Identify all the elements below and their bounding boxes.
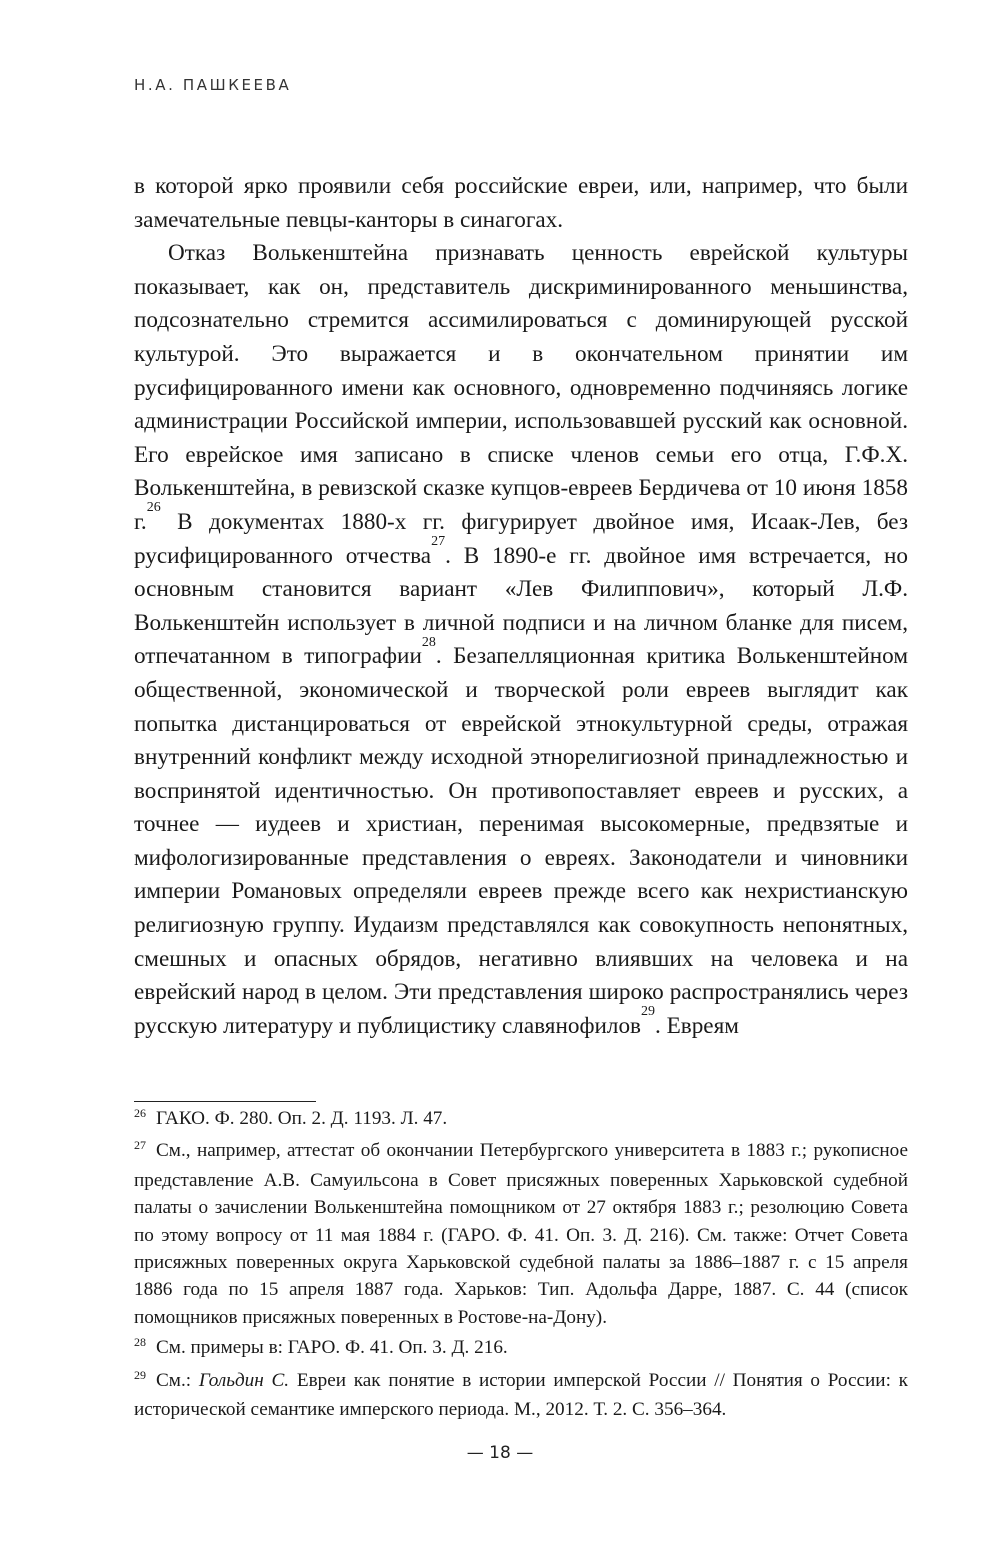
footnote-text: См. примеры в: ГАРО. Ф. 41. Оп. 3. Д. 216. (156, 1337, 508, 1359)
footnote-ref-26[interactable]: 26 (146, 500, 161, 516)
footnote-ref-28[interactable]: 28 (421, 634, 436, 650)
footnote-number: 29 (134, 1367, 146, 1382)
page-number: — 18 — (466, 1443, 534, 1463)
paragraph (134, 237, 908, 1043)
footnote-number: 26 (134, 1106, 146, 1120)
text-segment: . В 1890-е гг. двойное имя встречается, но основным становится вариант «Лев Филиппович», который Л.Ф. Волькенштейн использует в личной подписи и на личном бланке для писем, отпечатанном в типографии (134, 542, 908, 670)
running-head: Н.А. ПАШКЕЕВА (134, 76, 292, 94)
text-segment: В документах 1880-х гг. фигурирует двойное имя, Исаак-Лев, без русифицированного отчества (134, 508, 908, 569)
footnote-divider (134, 1101, 316, 1102)
text-segment: Отказ Волькенштейна признавать ценность еврейской культуры показывает, как он, представитель дискриминированного меньшинства, подсознательно стремится ассимилироваться с доминирующей русской культурой. Это выражается и в окончательном принятии им русифицированного имени как основного, одновременно подчиняясь логике администрации Российской империи, использовавшей русский как основной. Его еврейское имя записано в списке членов семьи его отца, Г.Ф.Х. Волькенштейна, в ревизской сказке купцов-евреев Бердичева от 10 июня 1858 г. (134, 240, 908, 535)
footnote-26 (134, 1105, 908, 1134)
text-segment: в которой ярко проявили себя российские евреи, или, например, что были замечательные певцы-канторы в синагогах. (134, 173, 908, 233)
author-name: Гольдин С. (198, 1369, 290, 1391)
footnotes (134, 1105, 908, 1426)
footnote-text: См.: (156, 1369, 199, 1391)
footnote-28 (134, 1334, 908, 1363)
footnote-text: См., например, аттестат об окончании Петербургского университета в 1883 г.; рукописное представление А.В. Самуильсона в Совет присяжных поверенных Харьковской судебной палаты о зачислении Волькенштейна помощником от 27 октября 1883 г.; резолюцию Совета по этому вопросу от 11 мая 1884 г. (ГАРО. Ф. 41. Оп. 3. Д. 216). См. также: Отчет Совета присяжных поверенных округа Харьковской судебной палаты за 1886–1887 г. с 15 апреля 1886 года по 15 апреля 1887 года. Харьков: Тип. Адольфа Дарре, 1887. С. 44 (список помощников присяжных поверенных в Ростове-на-Дону). (134, 1140, 908, 1328)
footnote-text: Евреи как понятие в истории имперской России // Понятия о России: к исторической семантике имперского периода. М., 2012. Т. 2. С. 356–364. (134, 1369, 908, 1421)
main-text (134, 170, 908, 1043)
footnote-ref-29[interactable]: 29 (641, 1004, 655, 1020)
footnote-29 (134, 1367, 908, 1424)
footnote-ref-27[interactable]: 27 (431, 533, 446, 549)
text-segment: . Евреям (655, 1012, 739, 1039)
footnote-number: 28 (134, 1335, 146, 1350)
footnote-number: 27 (134, 1138, 146, 1153)
footnote-27 (134, 1137, 908, 1331)
footnote-text: ГАКО. Ф. 280. Оп. 2. Д. 1193. Л. 47. (156, 1108, 448, 1129)
paragraph (134, 170, 908, 237)
text-segment: . Безапелляционная критика Волькенштейном общественной, экономической и творческой роли евреев выглядит как попытка дистанцироваться от еврейской этнокультурной среды, отражая внутренний конфликт между исходной этнорелигиозной принадлежностью и воспринятой идентичностью. Он противопоставляет евреев и русских, а точнее — иудеев и христиан, перенимая высокомерные, предвзятые и мифологизированные представления о евреях. Законодатели и чиновники империи Романовых определяли евреев прежде всего как нехристианскую религиозную группу. Иудаизм представлялся как совокупность непонятных, смешных и опасных обрядов, негативно влиявших на человека и на еврейский народ в целом. Эти представления широко распространялись через русскую литературу и публицистику славянофилов (134, 643, 908, 1039)
